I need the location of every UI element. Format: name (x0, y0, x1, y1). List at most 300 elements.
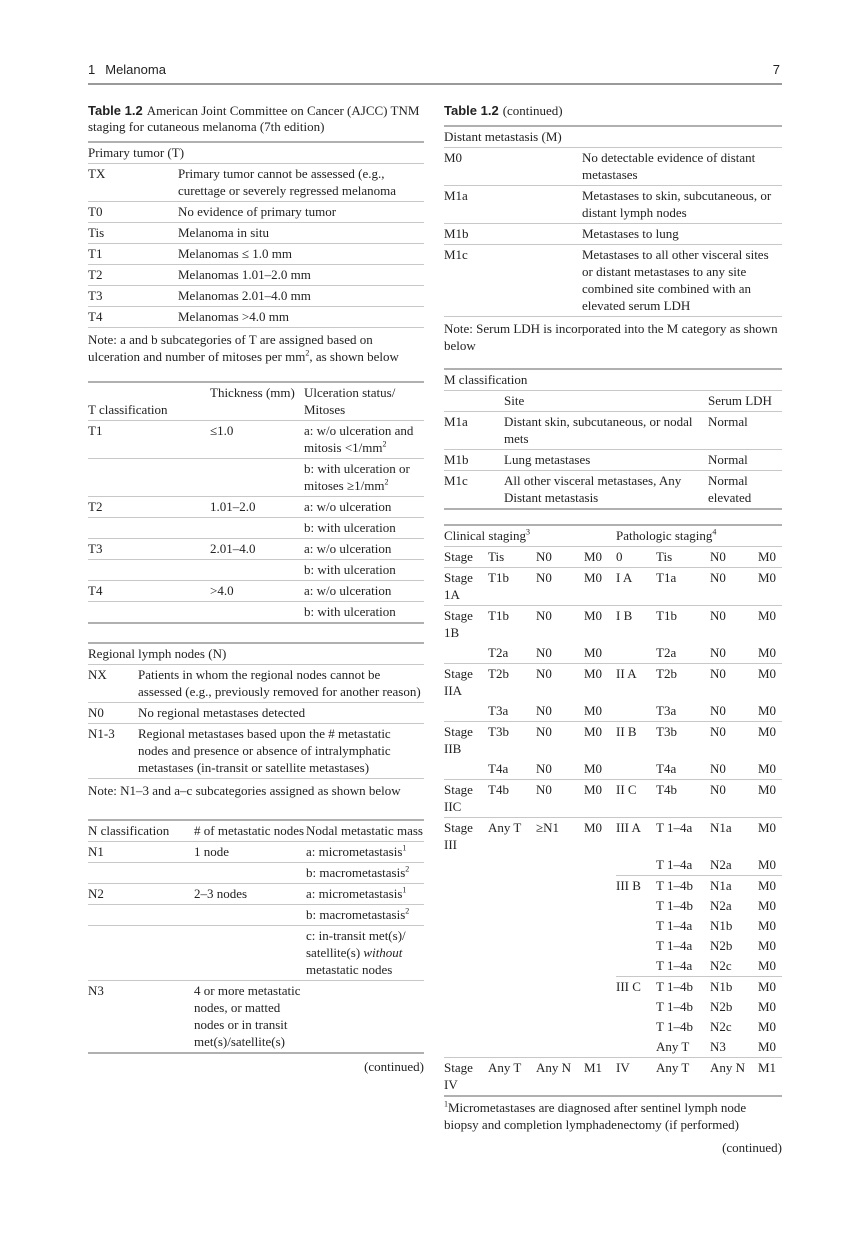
table-row (444, 186, 782, 224)
node-code: N1-3 (88, 724, 138, 779)
clinical-n: N0 (536, 645, 552, 660)
thickness-cell: 2.01–4.0 (210, 539, 304, 560)
clinical-t (488, 876, 536, 897)
clinical-m (584, 936, 616, 956)
path-n: N1a (710, 876, 758, 897)
continued-label: (continued) (722, 1140, 782, 1155)
path-t: T2a (656, 645, 677, 660)
path-n: N2c (710, 958, 732, 973)
tumor-description: Melanomas 1.01–2.0 mm (178, 265, 424, 286)
nodes-cell: 2–3 nodes (194, 884, 306, 905)
footnote (444, 1097, 782, 1133)
clinical-m: M0 (584, 547, 616, 568)
clinical-stage (444, 876, 488, 897)
clinical-t (488, 956, 536, 977)
ulceration-b: b: with ulceration (304, 560, 424, 581)
clinical-n: ≥N1 (536, 818, 584, 856)
tumor-code: T3 (88, 286, 178, 307)
tumor-code: Tis (88, 223, 178, 244)
clinical-stage (444, 1017, 488, 1037)
primary-tumor-table (88, 141, 424, 367)
regional-nodes-table (88, 642, 424, 801)
path-stage (616, 701, 656, 722)
path-n: Any N (710, 1058, 758, 1097)
metastasis-code: M1a (444, 186, 582, 224)
table-row (88, 265, 424, 286)
table-row (88, 703, 424, 724)
clinical-n (536, 855, 584, 876)
clinical-stage (444, 701, 488, 722)
path-t: T4b (656, 780, 710, 818)
path-stage (616, 896, 656, 916)
path-stage (616, 759, 656, 780)
clinical-t: Any T (488, 1058, 536, 1097)
path-n: N0 (710, 722, 758, 760)
primary-tumor-heading: Primary tumor (T) (88, 142, 424, 164)
path-t: Any T (656, 1039, 690, 1054)
path-m: M0 (758, 876, 782, 897)
nodes-header: # of metastatic nodes (194, 820, 306, 842)
mass-a: a: micrometastasis (306, 844, 403, 859)
clinical-stage (444, 997, 488, 1017)
table-row (444, 568, 782, 606)
path-m: M0 (758, 898, 777, 913)
table-row (444, 664, 782, 702)
mass-c: c: in-transit met(s)/ satellite(s) (306, 928, 406, 960)
clinical-stage (444, 916, 488, 936)
t-class-cell: T4 (88, 581, 210, 602)
path-stage: I B (616, 606, 656, 644)
running-header (88, 58, 782, 85)
t-class-header: T classification (88, 382, 210, 421)
clinical-stage (444, 759, 488, 780)
right-column (444, 103, 782, 1156)
mass-b: b: macrometastasis (306, 907, 406, 922)
clinical-t (488, 1017, 536, 1037)
path-n: N0 (710, 547, 758, 568)
path-stage: II A (616, 664, 656, 702)
path-t: T2b (656, 664, 710, 702)
clinical-m: M0 (584, 818, 616, 856)
clinical-m (584, 855, 616, 876)
note-text-end: , as shown below (309, 349, 399, 364)
m-code: M1b (444, 450, 504, 471)
table-row (444, 547, 782, 568)
table-title-continued (444, 103, 782, 119)
clinical-staging-header (444, 525, 616, 547)
table-row (88, 244, 424, 265)
path-n: N0 (710, 645, 726, 660)
metastasis-description: Metastases to all other visceral sites or distant metastases to any site combined site combined with an elevated serum LDH (582, 245, 782, 317)
tumor-code: T4 (88, 307, 178, 328)
table-row (88, 202, 424, 223)
metastasis-description: No detectable evidence of distant metastases (582, 148, 782, 186)
clinical-t (488, 1037, 536, 1058)
clinical-m: M0 (584, 761, 603, 776)
table-row (444, 148, 782, 186)
chapter-title: Melanoma (105, 62, 166, 77)
ulceration-cell (304, 421, 424, 459)
nodes-cell: 1 node (194, 842, 306, 863)
page-number: 7 (772, 62, 780, 77)
clinical-stage (444, 977, 488, 998)
path-stage (616, 643, 656, 664)
t-class-cell: T1 (88, 421, 210, 459)
ulceration-a: a: w/o ulceration (304, 581, 424, 602)
metastasis-code: M1b (444, 224, 582, 245)
path-stage (616, 1017, 656, 1037)
clinical-stage (444, 936, 488, 956)
path-n: N2a (710, 898, 732, 913)
clinical-n (536, 876, 584, 897)
clinical-t: T4b (488, 780, 536, 818)
table-row (444, 936, 782, 956)
path-m: M0 (758, 722, 782, 760)
table-row (88, 286, 424, 307)
path-stage: III C (616, 977, 656, 998)
clinical-label: Clinical staging (444, 528, 526, 543)
clinical-stage (444, 956, 488, 977)
ulceration-cell (304, 459, 424, 497)
thickness-cell: 1.01–2.0 (210, 497, 304, 518)
clinical-stage: Stage (444, 547, 488, 568)
path-m: M0 (758, 857, 777, 872)
metastasis-code: M1c (444, 245, 582, 317)
nodes-cell: 4 or more metastatic nodes, or matted nodes or in transit met(s)/satellite(s) (194, 981, 306, 1054)
staging-table (444, 524, 782, 1097)
clinical-m (584, 1017, 616, 1037)
path-t: T 1–4a (656, 818, 710, 856)
node-code: N0 (88, 703, 138, 724)
clinical-t: T4a (488, 761, 509, 776)
path-m: M0 (758, 999, 777, 1014)
table-row (444, 818, 782, 856)
path-m: M0 (758, 606, 782, 644)
clinical-m: M0 (584, 645, 603, 660)
path-stage: III B (616, 876, 656, 897)
clinical-t (488, 977, 536, 998)
table-row (444, 722, 782, 760)
nodal-mass-cell (306, 926, 424, 981)
path-n: N0 (710, 568, 758, 606)
m-code: M1c (444, 471, 504, 510)
ulceration-a: a: w/o ulceration and mitosis <1/mm (304, 423, 414, 455)
tumor-description: No evidence of primary tumor (178, 202, 424, 223)
table-row (444, 606, 782, 644)
path-m: M0 (758, 547, 782, 568)
tumor-code: T2 (88, 265, 178, 286)
path-m: M0 (758, 818, 782, 856)
path-t: T1b (656, 606, 710, 644)
nodal-mass-cell (306, 884, 424, 905)
table-row (444, 245, 782, 317)
tumor-description: Melanomas 2.01–4.0 mm (178, 286, 424, 307)
path-stage (616, 855, 656, 876)
clinical-stage: Stage 1A (444, 568, 488, 606)
table-row (444, 1017, 782, 1037)
sup: 1 (402, 885, 407, 895)
clinical-t: T3a (488, 703, 509, 718)
clinical-stage (444, 896, 488, 916)
path-m: M0 (758, 703, 777, 718)
path-t: T 1–4a (656, 857, 693, 872)
clinical-m: M0 (584, 606, 616, 644)
table-row (444, 997, 782, 1017)
path-stage (616, 916, 656, 936)
clinical-m: M0 (584, 722, 616, 760)
thickness-header: Thickness (mm) (210, 382, 304, 421)
sup: 2 (384, 477, 389, 487)
clinical-n: N0 (536, 568, 584, 606)
path-t: T1a (656, 568, 710, 606)
clinical-stage: Stage III (444, 818, 488, 856)
path-t: T 1–4b (656, 898, 693, 913)
clinical-stage (444, 643, 488, 664)
path-stage: I A (616, 568, 656, 606)
tumor-description: Melanomas >4.0 mm (178, 307, 424, 328)
clinical-t: Any T (488, 818, 536, 856)
path-t: Any T (656, 1058, 710, 1097)
path-stage (616, 936, 656, 956)
clinical-n (536, 956, 584, 977)
table-row (444, 224, 782, 245)
path-n: N0 (710, 761, 726, 776)
n-class-cell: N2 (88, 884, 194, 905)
m-site: Distant skin, subcutaneous, or nodal mets (504, 412, 708, 450)
distant-note: Note: Serum LDH is incorporated into the M category as shown below (444, 317, 782, 357)
path-label: Pathologic staging (616, 528, 713, 543)
path-n: N0 (710, 780, 758, 818)
clinical-m (584, 896, 616, 916)
note-sup: 2 (305, 348, 310, 358)
thickness-cell: >4.0 (210, 581, 304, 602)
thickness-cell: ≤1.0 (210, 421, 304, 459)
nodal-mass-cell (306, 863, 424, 884)
m-code: M1a (444, 412, 504, 450)
table-row (444, 977, 782, 998)
clinical-n: N0 (536, 780, 584, 818)
mass-a: a: micrometastasis (306, 886, 403, 901)
path-m: M0 (758, 568, 782, 606)
sup: 1 (402, 843, 407, 853)
clinical-n (536, 896, 584, 916)
clinical-stage: Stage IIC (444, 780, 488, 818)
path-t: T 1–4a (656, 918, 693, 933)
clinical-m (584, 876, 616, 897)
clinical-stage: Stage IIA (444, 664, 488, 702)
distant-heading: Distant metastasis (M) (444, 126, 782, 148)
path-t: T 1–4b (656, 999, 693, 1014)
clinical-stage: Stage 1B (444, 606, 488, 644)
table-row (444, 1058, 782, 1097)
ulceration-a: a: w/o ulceration (304, 497, 424, 518)
path-m: M0 (758, 761, 777, 776)
clinical-t (488, 916, 536, 936)
clinical-m (584, 1037, 616, 1058)
clinical-n: N0 (536, 722, 584, 760)
path-m: M0 (758, 977, 782, 998)
primary-tumor-note (88, 328, 424, 368)
table-row (88, 665, 424, 703)
tumor-code: TX (88, 164, 178, 202)
path-n: N2b (710, 938, 733, 953)
path-t: T 1–4a (656, 938, 693, 953)
table-title (88, 103, 424, 135)
path-m: M0 (758, 645, 777, 660)
path-stage: IV (616, 1058, 656, 1097)
table-row (444, 780, 782, 818)
path-m: M0 (758, 1019, 777, 1034)
path-n: N1b (710, 977, 758, 998)
path-t: T 1–4a (656, 958, 693, 973)
clinical-t (488, 997, 536, 1017)
clinical-n: Any N (536, 1058, 584, 1097)
table-row (444, 759, 782, 780)
tumor-description: Primary tumor cannot be assessed (e.g., curettage or severely regressed melanoma (178, 164, 424, 202)
path-t: T 1–4b (656, 876, 710, 897)
nodal-mass-cell (306, 842, 424, 863)
path-m: M0 (758, 664, 782, 702)
clinical-n (536, 997, 584, 1017)
path-n: N0 (710, 664, 758, 702)
table-row (88, 164, 424, 202)
path-n: N2c (710, 1019, 732, 1034)
note-text: Note: a and b subcategories of T are assigned based on ulceration and number of mitoses per mm (88, 332, 373, 364)
metastasis-description: Metastases to skin, subcutaneous, or distant lymph nodes (582, 186, 782, 224)
table-caption: (continued) (502, 103, 563, 118)
table-caption: American Joint Committee on Cancer (AJCC) TNM staging for cutaneous melanoma (7th edition) (88, 103, 420, 134)
clinical-stage (444, 855, 488, 876)
path-m: M0 (758, 938, 777, 953)
table-row (444, 1037, 782, 1058)
path-n: N3 (710, 1039, 726, 1054)
table-row (444, 450, 782, 471)
sup: 1 (444, 1099, 448, 1109)
path-stage: II B (616, 722, 656, 760)
path-n: N1b (710, 918, 733, 933)
tumor-code: T1 (88, 244, 178, 265)
site-header: Site (504, 391, 708, 412)
n-class-header: N classification (88, 820, 194, 842)
clinical-stage: Stage IV (444, 1058, 488, 1097)
clinical-n (536, 916, 584, 936)
m-site: All other visceral metastases, Any Distant metastasis (504, 471, 708, 510)
clinical-t (488, 936, 536, 956)
path-stage: III A (616, 818, 656, 856)
clinical-t: T2b (488, 664, 536, 702)
clinical-n: N0 (536, 606, 584, 644)
sup: 4 (712, 527, 717, 537)
ulceration-b: b: with ulceration (304, 602, 424, 624)
path-m: M1 (758, 1058, 782, 1097)
m-site: Lung metastases (504, 450, 708, 471)
n-classification-table (88, 819, 424, 1054)
clinical-n (536, 1037, 584, 1058)
clinical-n: N0 (536, 703, 552, 718)
regional-nodes-note: Note: N1–3 and a–c subcategories assigned as shown below (88, 779, 424, 802)
ulceration-b: b: with ulceration or mitoses ≥1/mm (304, 461, 410, 493)
node-description: Regional metastases based upon the # metastatic nodes and presence or absence of intralymphatic metastases (in-transit or satellite metastases) (138, 724, 424, 779)
ulceration-header: Ulceration status/ Mitoses (304, 382, 424, 421)
t-class-cell: T3 (88, 539, 210, 560)
clinical-n (536, 936, 584, 956)
tumor-description: Melanomas ≤ 1.0 mm (178, 244, 424, 265)
table-row (444, 876, 782, 897)
clinical-t: T1b (488, 606, 536, 644)
table-row (444, 412, 782, 450)
clinical-m (584, 916, 616, 936)
mass-c-emphasis: without (363, 945, 403, 960)
path-t: T 1–4b (656, 977, 710, 998)
clinical-m: M0 (584, 568, 616, 606)
n-class-cell: N1 (88, 842, 194, 863)
regional-nodes-heading: Regional lymph nodes (N) (88, 643, 424, 665)
clinical-m: M0 (584, 780, 616, 818)
path-t: T3a (656, 703, 677, 718)
sup: 2 (382, 439, 387, 449)
left-column (88, 103, 424, 1075)
chapter-heading (88, 61, 166, 78)
table-row (444, 701, 782, 722)
clinical-m (584, 997, 616, 1017)
path-stage (616, 997, 656, 1017)
clinical-m: M0 (584, 664, 616, 702)
clinical-t (488, 896, 536, 916)
clinical-t: Tis (488, 547, 536, 568)
path-n: N0 (710, 606, 758, 644)
table-row (444, 896, 782, 916)
ulceration-b: b: with ulceration (304, 518, 424, 539)
clinical-n: N0 (536, 547, 584, 568)
metastasis-description: Metastases to lung (582, 224, 782, 245)
footnote-text: Micrometastases are diagnosed after sentinel lymph node biopsy and completion lymphadenectomy (if performed) (444, 1100, 747, 1132)
sup: 2 (405, 906, 410, 916)
node-description: No regional metastases detected (138, 703, 424, 724)
nodal-mass-header: Nodal metastatic mass (306, 820, 424, 842)
t-classification-table (88, 381, 424, 624)
table-row (444, 916, 782, 936)
distant-metastasis-table (444, 125, 782, 356)
clinical-t (488, 855, 536, 876)
path-t: T4a (656, 761, 677, 776)
metastasis-code: M0 (444, 148, 582, 186)
path-n: N0 (710, 703, 726, 718)
clinical-t: T1b (488, 568, 536, 606)
path-n: N2a (710, 857, 732, 872)
m-ldh: Normal (708, 412, 782, 450)
m-class-heading: M classification (444, 369, 782, 391)
path-m: M0 (758, 918, 777, 933)
m-classification-table (444, 368, 782, 510)
table-row (88, 307, 424, 328)
node-code: NX (88, 665, 138, 703)
table-label: Table 1.2 (444, 103, 499, 118)
tumor-description: Melanoma in situ (178, 223, 424, 244)
path-stage (616, 1037, 656, 1058)
table-row (444, 643, 782, 664)
table-row (88, 223, 424, 244)
mass-b: b: macrometastasis (306, 865, 406, 880)
clinical-t: T3b (488, 722, 536, 760)
clinical-m: M1 (584, 1058, 616, 1097)
sup: 3 (525, 527, 530, 537)
t-class-cell: T2 (88, 497, 210, 518)
n-class-cell: N3 (88, 981, 194, 1054)
path-stage (616, 956, 656, 977)
m-ldh: Normal elevated (708, 471, 782, 510)
clinical-stage: Stage IIB (444, 722, 488, 760)
path-stage: II C (616, 780, 656, 818)
